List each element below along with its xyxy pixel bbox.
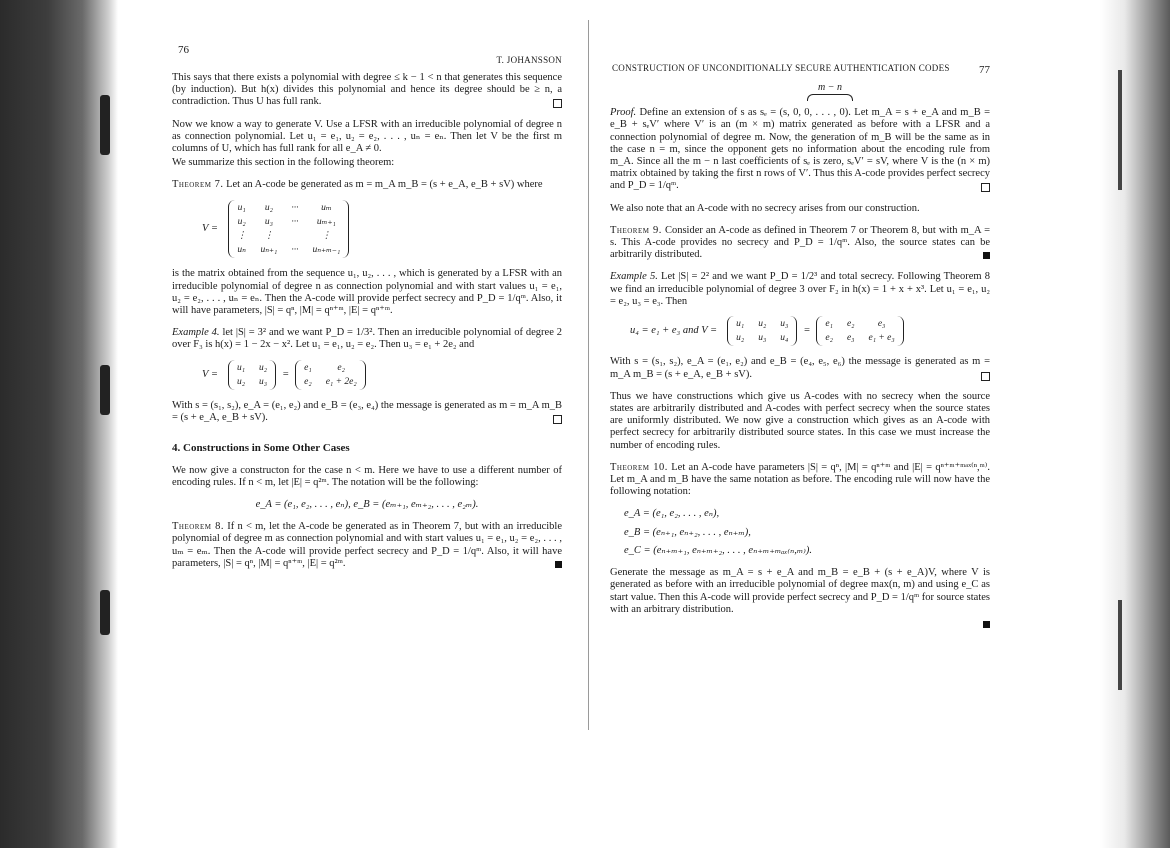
theorem-label: Theorem 8.	[172, 521, 225, 533]
paragraph: We now give a constructon for the case n < m. Here we have to use a different number of encoding rules. If n < m, let |E| = q²ᵐ. The notation will be the following:	[172, 464, 562, 488]
matrix-entry: u₁	[237, 202, 246, 213]
proof: Proof. Define an extension of s as sₑ = (s, 0, 0, . . . , 0). Let m_A = s + e_A and m_B = e_B + sₑV′ where V′ is an (m × m) matrix generated as before with a LFSR and a connection polynomial of degree m. Now, the generation of m_B will be the same as in the case n = m, since the opponent gets no information about the encoding rule from m_A. Since all the m − n last coefficients of sₑ is zero, sₑV′ = sV, where V is the (n × m) matrix obtained by taking the first n rows of V′. Thus this A-code provides perfect secrecy and P_D = 1/qᵐ.	[610, 107, 990, 192]
paragraph: Thus we have constructions which give us A-codes with no secrecy when the source states are arbitrarily distributed and A-codes with perfect secrecy when the source states are uniformly distributed. We now give a construction which gives as an A-code with perfect secrecy for arbitrarily distributed source states. In this case we must increase the number of encoding rules.	[610, 390, 990, 451]
example-4: Example 4. let |S| = 3² and we want P_D = 1/3². Then an irreducible polynomial of degree 2 over F₃ is h(x) = 1 − 2x − x². Let u₁ = e₁, u₂ = e₂. Then u₃ = e₁ + 2e₂ and	[172, 327, 563, 351]
end-mark-row	[610, 618, 990, 628]
theorem-8: Theorem 8. If n < m, let the A-code be generated as in Theorem 7, but with an irreducible polynomial of degree m as connection polynomial and with start values u₁ = e₁, u₂ = e₂, . . . , uₘ = eₘ. Then the A-code will provide perfect secrecy and P_D = 1/qᵐ. Also, it will have parameters, |S| = qⁿ, |M| = qⁿ⁺ᵐ, |E| = q²ᵐ.	[172, 521, 562, 569]
equation: e_A = (e₁, e₂, . . . , eₙ), e_B = (eₘ₊₁, eₘ₊₂, . . . , e₂ₘ).	[255, 499, 479, 511]
matrix-entry: u₂	[259, 362, 268, 373]
matrix-entry: e₁ + e₃	[868, 333, 895, 344]
matrix-entry: u₄	[780, 333, 789, 344]
example-label: Example 4.	[172, 327, 220, 339]
matrix-entry: u₃	[758, 333, 767, 344]
matrix-entry: u₁	[236, 362, 245, 373]
equation: e_B = (eₙ₊₁, eₙ₊₂, . . . , eₙ₊ₘ),	[624, 526, 751, 538]
qed-box	[981, 372, 990, 381]
example-5: Example 5. Let |S| = 2² and we want P_D = 1/2³ and total secrecy. Following Theorem 8 we find an irreducible polynomial of degree 3 over F₂ in h(x) = 1 + x + x³. Let u₁ = e₁, u₂ = e₂, u₃ = e₃. Then	[610, 271, 990, 307]
paragraph: We summarize this section in the following theorem:	[172, 157, 395, 169]
matrix-entry: ···	[291, 202, 299, 213]
binding-mark	[100, 365, 110, 415]
end-mark	[983, 252, 990, 259]
theorem-label: Theorem 7.	[172, 179, 224, 191]
matrix-entry: uₘ₊₁	[316, 216, 336, 227]
matrix-entry: ···	[291, 216, 299, 227]
matrix-entry: u₂	[758, 319, 767, 330]
equation: e_C = (eₙ₊ₘ₊₁, eₙ₊ₘ₊₂, . . . , eₙ₊ₘ₊ₘₐₓ₍ₙ,ₘ₎).	[624, 544, 812, 556]
matrix-entry: e₁	[304, 362, 312, 373]
matrix	[295, 360, 365, 390]
qed-box	[981, 183, 990, 192]
matrix-entry: e₃	[877, 319, 886, 330]
matrix-entry: e₃	[846, 333, 855, 344]
matrix-entry	[291, 230, 298, 242]
matrix	[228, 200, 349, 259]
paragraph: Now we know a way to generate V. Use a LFSR with an irreducible polynomial of degree n as connection polynomial. Let u₁ = e₁, u₂ = e₂, . . . , uₙ = eₙ. Then let V be the first m columns of U, which has full rank for all e_A ≠ 0.	[172, 118, 562, 155]
matrix-entry: e₁	[825, 319, 833, 330]
page-edge-mark	[1118, 600, 1122, 690]
matrix-entry: e₂	[337, 362, 345, 373]
paragraph: Generate the message as m_A = s + e_A and m_B = e_B + (s + e_A)V, where V is generated as before with an irreducible polynomial of degree max(n, m) and using e_C as start value. Then this A-code will provide perfect secrecy and P_D = 1/qᵐ for source states with an arbitrary distribution.	[610, 567, 990, 615]
matrix	[727, 316, 797, 346]
matrix-entry: u₂	[236, 376, 245, 387]
paragraph: We also note that an A-code with no secrecy arises from our construction.	[610, 202, 920, 214]
matrix-entry: uₙ₊₁	[260, 245, 278, 256]
matrix-entry: ⋮	[264, 231, 274, 242]
right-page	[610, 60, 990, 628]
matrix-entry: e₂	[825, 333, 833, 344]
matrix-entry: u₁	[736, 319, 745, 330]
binding-mark	[100, 95, 110, 155]
overbrace: m − n	[670, 82, 990, 101]
example-label: Example 5.	[610, 271, 658, 283]
paragraph: This says that there exists a polynomial with degree ≤ k − 1 < n that generates this sequence (by induction). But h(x) divides this polynomial and hence its degree should be ≥ n, a contradiction. Thus U has full rank.	[172, 72, 562, 108]
theorem-label: Theorem 10.	[610, 461, 668, 473]
equation-block	[624, 508, 990, 557]
theorem-7-matrix: V = u₁ u₂ ··· uₘ u₂ u₃ ··· uₘ₊₁ ⋮ ⋮ ⋮ uₙ uₙ₊₁ ··· uₙ₊ₘ₋₁	[202, 200, 562, 259]
running-head: T. JOHANSSON	[496, 55, 562, 65]
paragraph: With s = (s₁, s₂), e_A = (e₁, e₂) and e_B = (e₃, e₄) the message is generated as m = m_A m_B = (s + e_A, e_B + sV).	[172, 400, 562, 424]
theorem-7: Theorem 7. Let an A-code be generated as m = m_A m_B = (s + e_A, e_B + sV) where	[172, 179, 543, 191]
page-edge-shadow	[1100, 0, 1170, 848]
matrix-entry: u₂	[736, 333, 745, 344]
qed-box	[553, 415, 562, 424]
theorem-9: Theorem 9. Consider an A-code as defined in Theorem 7 or Theorem 8, but with m_A = s. This A-code provides no secrecy and P_D = 1/qᵐ. Also, the source states can be arbitrarily distributed.	[610, 224, 990, 261]
equation: e_A = (e₁, e₂, . . . , eₙ),	[624, 508, 720, 520]
proof-label: Proof.	[610, 107, 637, 119]
matrix-entry: u₃	[259, 376, 268, 387]
theorem-10: Theorem 10. Let an A-code have parameters |S| = qⁿ, |M| = qⁿ⁺ᵐ and |E| = qⁿ⁺ᵐ⁺ᵐᵃˣ⁽ⁿ,ᵐ⁾. Let m_A and m_B have the same notation as before. The encoding rule will now have the following notation:	[610, 461, 990, 498]
matrix-entry: e₂	[846, 319, 855, 330]
matrix-entry: uₙ	[237, 245, 246, 256]
example-5-matrix: u₄ = e₁ + e₃ and V = u₁ u₂ u₃ u₂ u₃ u₄ = e₁ e₂ e₃ e₂ e₃ e₁ + e₃	[630, 316, 990, 346]
section-title: 4. Constructions in Some Other Cases	[172, 442, 350, 455]
matrix-entry: ⋮	[236, 231, 247, 242]
matrix-entry: ⋮	[321, 231, 332, 242]
matrix	[228, 360, 276, 390]
matrix-entry: u₃	[264, 216, 273, 227]
running-head: CONSTRUCTION OF UNCONDITIONALLY SECURE AUTHENTICATION CODES	[612, 63, 950, 73]
matrix-entry: uₙ₊ₘ₋₁	[312, 245, 341, 256]
example-4-matrix: V = u₁ u₂ u₂ u₃ = e₁ e₂ e₂ e₁ + 2e₂	[202, 360, 562, 390]
page-edge-mark	[1118, 70, 1122, 190]
end-mark	[983, 621, 990, 628]
matrix-entry: uₘ	[321, 202, 332, 213]
matrix-entry: u₂	[237, 216, 246, 227]
matrix-entry: e₁ + 2e₂	[325, 376, 357, 387]
matrix-entry: u₂	[264, 202, 273, 213]
paragraph: is the matrix obtained from the sequence u₁, u₂, . . . , which is generated by a LFSR with an irreducible polynomial of degree n as connection polynomial and with start values u₁ = e₁, u₂ = e₂, . . . , uₙ = eₙ. Then the A-code will provide perfect secrecy and P_D = 1/qᵐ. Also, it will have parameters, |S| = qⁿ, |M| = qⁿ⁺ᵐ, |E| = qⁿ⁺ᵐ.	[172, 268, 562, 317]
left-page	[172, 44, 562, 580]
qed-box	[553, 99, 562, 108]
theorem-label: Theorem 9.	[610, 224, 662, 236]
page-gutter	[588, 20, 589, 730]
page-number: 77	[979, 64, 990, 76]
matrix-entry: ···	[291, 245, 299, 256]
paragraph: With s = (s₁, s₂), e_A = (e₁, e₂) and e_B = (e₄, e₅, e₆) the message is generated as m = m_A m_B = (s + e_A, e_B + sV).	[610, 356, 990, 380]
end-mark	[555, 561, 562, 568]
matrix-entry: u₃	[780, 319, 789, 330]
page-number: 76	[178, 44, 189, 56]
matrix-entry: e₂	[304, 376, 312, 387]
binding-mark	[100, 590, 110, 635]
matrix	[816, 316, 903, 346]
